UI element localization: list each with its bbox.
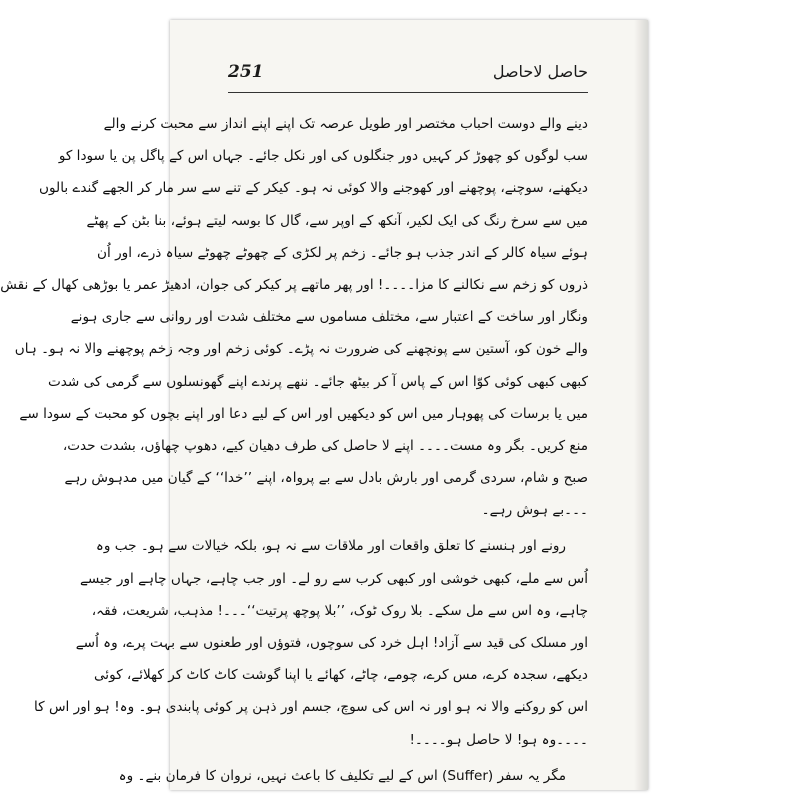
text-line: میں سے سرخ رنگ کی ایک لکیر، آنکھ کے اوپر سے، گال کا بوسہ لیتے ہوئے، بنا بٹن کے پھٹے [86, 212, 588, 229]
text-line: منع کریں۔ بگر وہ مست۔۔۔۔ اپنے لا حاصل کی طرف دھیان کیے، دھوپ چھاؤں، بشدت حدت، [62, 437, 588, 454]
text-line: دیکھنے، سوچنے، پوچھنے اور کھوجنے والا کوئی نہ ہو۔ کیکر کے تنے سے سر مار کر الجھے گندے بالوں [39, 180, 588, 197]
text-line: صبح و شام، سردی گرمی اور بارش بادل سے بے پرواہ، اپنے ’’خدا‘‘ کے گیان میں مدہوش رہے [64, 470, 588, 487]
text-line: کبھی کبھی کوئی کوّا اس کے پاس آ کر بیٹھ جائے۔ ننھے پرندے اپنے گھونسلوں سے گرمی کی شدت [47, 373, 588, 390]
text-line: اور مسلک کی قید سے آزاد! اہل خرد کی سوچوں، فتوؤں اور طعنوں سے بہت پرے، وہ اُسے [75, 635, 588, 651]
text-line: ونگار اور ساخت کے اعتبار سے، مختلف مساموں سے مختلف شدت اور روانی سے جاری ہونے [70, 309, 588, 326]
text-line: اس کو روکنے والا نہ ہو اور نہ اس کی سوچ، جسم اور ذہن پر کوئی پابندی ہو۔ وہ! ہو اور اس کا [34, 699, 588, 716]
text-line: والے خون کو، آستین سے پونچھنے کی ضرورت نہ پڑے۔ کوئی زخم اور وجہ زخم پوچھنے والا نہ ہو۔ ہاں [14, 341, 588, 358]
header-rule [228, 92, 588, 93]
running-head: حاصل لاحاصل [492, 62, 588, 81]
text-line: ہوئے سیاہ کالر کے اندر جذب ہو جائے۔ زخم پر لکڑی کے چھوٹے چھوٹے سیاہ ذرے، اور اُن [97, 244, 588, 261]
text-line: اُس سے ملے، کبھی خوشی اور کبھی کرب سے رو لے۔ اور جب چاہے، جہاں چاہے اور جیسے [79, 570, 588, 587]
text-line: ۔۔۔۔وہ ہو! لا حاصل ہو۔۔۔۔! [409, 731, 588, 748]
body-text [0, 108, 588, 792]
text-line: ذروں کو زخم سے نکالنے کا مزا۔۔۔۔! اور پھر ماتھے پر کیکر کی جوان، ادھیڑ عمر یا بوڑھی کھال کے نقش [0, 276, 588, 293]
page-number: 251 [228, 62, 264, 82]
page-header [228, 62, 588, 92]
book-page [0, 20, 648, 790]
text-line: دینے والے دوست احباب مختصر اور طویل عرصہ تک اپنے اپنے انداز سے محبت کرنے والے [103, 116, 588, 132]
text-line: دیکھے، سجدہ کرے، مس کرے، چومے، چاٹے، کھائے یا اپنا گوشت کاٹ کاٹ کر کھلائے، کوئی [93, 667, 588, 684]
text-line: رونے اور ہنسنے کا تعلق واقعات اور ملاقات سے نہ ہو، بلکہ خیالات سے ہو۔ جب وہ [95, 538, 566, 555]
text-line: مگر یہ سفر (Suffer) اس کے لیے تکلیف کا باعث نہیں، نروان کا فرمان بنے۔ وہ [118, 767, 566, 784]
text-line: ۔۔۔بے ہوش رہے۔ [481, 502, 588, 519]
text-line: میں یا برسات کی پھوہار میں اس کو دیکھیں اور اس کے لیے دعا اور اپنے بچوں کو محبت کے سودا سے [19, 405, 588, 422]
text-line: سب لوگوں کو چھوڑ کر کہیں دور جنگلوں کی اور نکل جائے۔ جہاں اس کے پاگل پن یا سودا کو [58, 148, 588, 165]
text-line: چاہے، وہ اس سے مل سکے۔ بلا روک ٹوک، ’’بلا پوچھ پرتیت‘‘۔۔۔! مذہب، شریعت، فقہ، [91, 602, 588, 619]
